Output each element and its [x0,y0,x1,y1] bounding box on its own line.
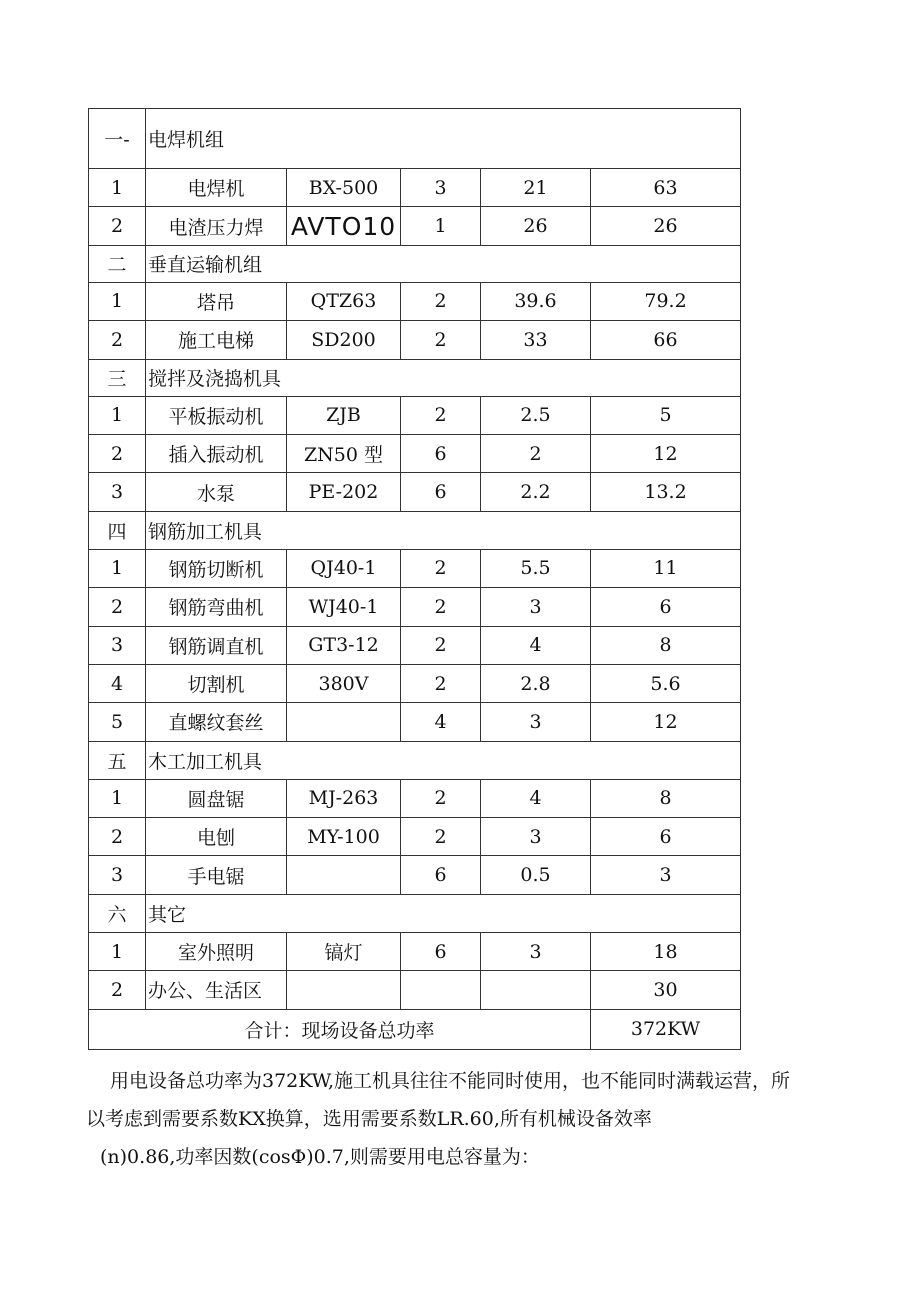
item-number: 5 [89,703,146,741]
paragraph-line: 以考虑到需要系数KX换算，选用需要系数LR.60,所有机械设备效率 [86,1108,652,1130]
category-row [89,741,741,779]
total-power: 63 [591,169,741,207]
equipment-quantity: 6 [401,932,481,970]
category-name: 钢筋加工机具 [146,511,741,549]
unit-power: 2.2 [481,473,591,511]
item-number: 2 [89,321,146,359]
category-row [89,109,741,169]
equipment-quantity: 4 [401,703,481,741]
equipment-model [287,703,401,741]
equipment-quantity: 3 [401,169,481,207]
equipment-power-table [88,108,741,1050]
item-number: 1 [89,169,146,207]
equipment-quantity [401,971,481,1009]
category-row [89,245,741,282]
category-name: 木工加工机具 [146,741,741,779]
equipment-quantity: 2 [401,664,481,702]
equipment-row [89,703,741,741]
equipment-quantity: 2 [401,396,481,434]
item-number: 3 [89,856,146,894]
total-power: 6 [591,818,741,856]
equipment-quantity: 6 [401,473,481,511]
equipment-row [89,434,741,472]
equipment-name: 电焊机 [146,169,287,207]
equipment-row [89,664,741,702]
equipment-model [287,971,401,1009]
equipment-quantity: 2 [401,282,481,320]
equipment-quantity: 2 [401,321,481,359]
unit-power: 5.5 [481,549,591,587]
equipment-name: 钢筋切断机 [146,549,287,587]
item-number: 4 [89,664,146,702]
equipment-name: 室外照明 [146,932,287,970]
total-power: 13.2 [591,473,741,511]
equipment-name: 钢筋调直机 [146,626,287,664]
equipment-quantity: 1 [401,207,481,245]
equipment-model: BX-500 [287,169,401,207]
equipment-model [287,856,401,894]
equipment-name: 电渣压力焊 [146,207,287,245]
total-power: 66 [591,321,741,359]
category-number: 二 [89,245,146,282]
item-number: 2 [89,207,146,245]
category-name: 电焊机组 [146,109,741,169]
paragraph-line: (n)0.86,功率因数(cosΦ)0.7,则需要用电总容量为： [100,1146,540,1168]
equipment-quantity: 2 [401,549,481,587]
total-power: 5 [591,396,741,434]
equipment-row [89,818,741,856]
equipment-model: 镐灯 [287,932,401,970]
equipment-quantity: 2 [401,588,481,626]
equipment-row [89,856,741,894]
total-power: 8 [591,626,741,664]
unit-power: 4 [481,626,591,664]
item-number: 1 [89,932,146,970]
equipment-row [89,321,741,359]
item-number: 1 [89,396,146,434]
equipment-model: SD200 [287,321,401,359]
unit-power: 3 [481,818,591,856]
equipment-row [89,626,741,664]
equipment-name: 平板振动机 [146,396,287,434]
item-number: 1 [89,549,146,587]
total-power: 18 [591,932,741,970]
unit-power: 21 [481,169,591,207]
category-name: 搅拌及浇捣机具 [146,359,741,396]
equipment-name: 施工电梯 [146,321,287,359]
equipment-name: 钢筋弯曲机 [146,588,287,626]
item-number: 1 [89,779,146,817]
equipment-row [89,473,741,511]
category-row [89,511,741,549]
category-name: 垂直运输机组 [146,245,741,282]
equipment-model: PE-202 [287,473,401,511]
equipment-quantity: 2 [401,626,481,664]
unit-power: 3 [481,588,591,626]
equipment-model: ZJB [287,396,401,434]
equipment-row [89,779,741,817]
equipment-model: QTZ63 [287,282,401,320]
total-power: 5.6 [591,664,741,702]
equipment-model: QJ40-1 [287,549,401,587]
unit-power: 3 [481,703,591,741]
category-name: 其它 [146,894,741,932]
equipment-row [89,549,741,587]
total-power: 11 [591,549,741,587]
category-row [89,359,741,396]
equipment-model: 380V [287,664,401,702]
equipment-name: 直螺纹套丝 [146,703,287,741]
paragraph-line: 用电设备总功率为372KW,施工机具往往不能同时使用，也不能同时满载运营，所 [110,1070,791,1092]
category-number: 六 [89,894,146,932]
summary-row [89,1009,741,1049]
unit-power: 0.5 [481,856,591,894]
unit-power: 39.6 [481,282,591,320]
summary-value: 372KW [591,1009,741,1049]
category-number: 五 [89,741,146,779]
power-calculation-paragraph [86,1062,846,1176]
item-number: 2 [89,818,146,856]
equipment-name: 切割机 [146,664,287,702]
equipment-model: GT3-12 [287,626,401,664]
item-number: 1 [89,282,146,320]
total-power: 12 [591,703,741,741]
item-number: 2 [89,588,146,626]
equipment-row [89,971,741,1009]
unit-power: 2 [481,434,591,472]
equipment-row [89,207,741,245]
equipment-name: 塔吊 [146,282,287,320]
equipment-model: MY-100 [287,818,401,856]
equipment-model: WJ40-1 [287,588,401,626]
unit-power: 2.5 [481,396,591,434]
item-number: 3 [89,626,146,664]
total-power: 12 [591,434,741,472]
total-power: 79.2 [591,282,741,320]
unit-power: 33 [481,321,591,359]
equipment-name: 水泵 [146,473,287,511]
unit-power: 3 [481,932,591,970]
category-number: 四 [89,511,146,549]
equipment-quantity: 6 [401,434,481,472]
equipment-quantity: 6 [401,856,481,894]
unit-power [481,971,591,1009]
equipment-quantity: 2 [401,818,481,856]
category-row [89,894,741,932]
equipment-name: 办公、生活区 [146,971,287,1009]
equipment-model: MJ-263 [287,779,401,817]
equipment-name: 手电锯 [146,856,287,894]
total-power: 30 [591,971,741,1009]
equipment-name: 插入振动机 [146,434,287,472]
item-number: 2 [89,971,146,1009]
total-power: 26 [591,207,741,245]
equipment-row [89,932,741,970]
total-power: 6 [591,588,741,626]
equipment-row [89,282,741,320]
equipment-row [89,169,741,207]
equipment-model: ZN50 型 [287,434,401,472]
item-number: 3 [89,473,146,511]
total-power: 8 [591,779,741,817]
unit-power: 2.8 [481,664,591,702]
unit-power: 4 [481,779,591,817]
equipment-name: 电刨 [146,818,287,856]
equipment-name: 圆盘锯 [146,779,287,817]
total-power: 3 [591,856,741,894]
equipment-model: AVTO10 [287,207,401,245]
category-number: 三 [89,359,146,396]
item-number: 2 [89,434,146,472]
equipment-row [89,588,741,626]
unit-power: 26 [481,207,591,245]
category-number: 一- [89,109,146,169]
equipment-row [89,396,741,434]
equipment-quantity: 2 [401,779,481,817]
summary-label: 合计：现场设备总功率 [89,1009,591,1049]
